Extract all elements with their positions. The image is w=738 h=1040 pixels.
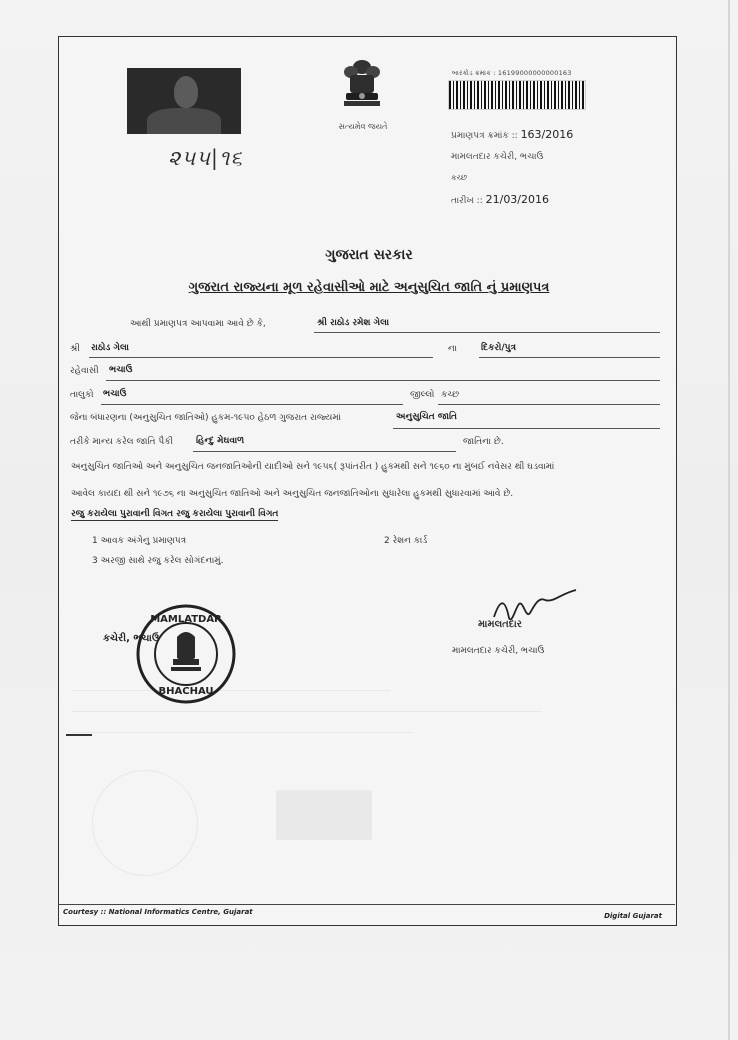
residence-label: રહેવાસી	[70, 366, 99, 376]
district-value: કચ્છ	[441, 390, 460, 400]
certificate-title: ગુજરાત રાજ્યના મૂળ રહેવાસીઓ માટે અનુસુચિત જાતિ નું પ્રમાણપત્ર	[188, 280, 550, 295]
barcode-label: બારકોડ ક્રમાંક : 16199000000000163	[452, 69, 572, 77]
certificate-number: 163/2016	[520, 128, 574, 141]
applicant-photo	[127, 68, 241, 134]
national-emblem-icon	[334, 55, 390, 119]
district-rule	[438, 404, 660, 405]
footer-brand: Digital Gujarat	[604, 912, 662, 920]
evidence-item-1: 1 આવક અંગેનુ પ્રમાણપત્ર	[92, 536, 187, 546]
intro-label: આથી પ્રમાણપત્ર આપવામા આવે છે કે,	[130, 319, 266, 329]
residence-rule	[106, 380, 660, 381]
recognized-suffix: જાતિના છે.	[463, 437, 504, 447]
certificate-number-label: પ્રમાણપત્ર ક્રમાંક ::	[451, 131, 518, 141]
relation-rule	[479, 357, 660, 358]
caste-line-value: અનુસુચિત જાતિ	[396, 412, 457, 422]
footer-courtesy: Courtesy :: National Informatics Centre, Gujarat	[63, 908, 253, 916]
faded-back-emblem	[276, 790, 372, 840]
photo-face	[174, 76, 198, 108]
evidence-item-3: 3 અરજી સાથે રજુ કરેલ સોગંદનામું.	[92, 556, 224, 566]
faded-back-text-line	[72, 732, 412, 733]
scan-edge	[728, 0, 730, 1040]
office-line: મામલતદાર કચેરી, ભચાઉ	[451, 152, 544, 162]
taluka-value: ભચાઉ	[103, 389, 127, 399]
recognized-rule	[193, 451, 456, 452]
date-line	[451, 193, 549, 206]
district-line: કચ્છ	[451, 173, 468, 182]
legal-paragraph	[71, 454, 656, 508]
district-label: જીલ્લો	[410, 390, 435, 400]
name-rule	[89, 357, 433, 358]
handwritten-number: ૨૫૫|૧૬	[168, 146, 244, 170]
caste-line-rule	[393, 428, 660, 429]
residence-value: ભચાઉ	[109, 365, 133, 375]
certificate-date: 21/03/2016	[485, 193, 550, 206]
dash-mark	[66, 734, 92, 736]
legal-paragraph-line-1: અનુસુચિત જાતિઓ અને અનુસુચિત જનજાતિઓની યાદીઓ સને ૧૯૫૬( રૂપાંતરીત ) હુકમથી સને ૧૯૬૦ ના મુંબઈ નવેસર થી ઘડવામાં	[71, 462, 555, 472]
recognized-value: હિન્દુ મેઘવાળ	[196, 436, 245, 446]
caste-line-label: જેના બંધારણના (અનુસુચિત જાતિઓ) હુકમ-૧૯૫૦ હેઠળ ગુજરાત રાજ્યમાં	[70, 413, 341, 423]
evidence-item-2: 2 રેશન કાર્ડ	[384, 536, 428, 546]
seal-office-label: કચેરી, ભચાઉ	[103, 633, 160, 644]
certificate-number-line	[451, 128, 573, 141]
evidence-title: રજુ કરાયેલા પુરાવાની વિગત રજુ કરાયેલા પુરાવાની વિગત	[71, 509, 279, 519]
legal-paragraph-line-2: આવેલ કાયદા થી સને ૧૯૭૬ ના અનુસુચિત જાતિઓ અને અનુસુચિત જનજાતિઓના સુધારેલા હુકમથી સુધારવામાં આવે છે.	[71, 489, 514, 499]
name-prefix: શ્રી	[70, 344, 80, 354]
government-title: ગુજરાત સરકાર	[325, 247, 413, 263]
mamlatdar-seal-icon	[135, 603, 237, 705]
faded-back-text-line	[72, 711, 542, 712]
relation-label: ના	[448, 344, 457, 354]
signatory-office: મામલતદાર કચેરી, ભચાઉ	[452, 646, 545, 656]
barcode	[448, 80, 586, 110]
name-value: રાઠોડ ગેલા	[91, 343, 129, 353]
faded-back-seal	[92, 770, 198, 876]
seal-bottom-text: BHACHAU	[158, 686, 214, 697]
signatory-title: મામલતદાર	[478, 619, 522, 630]
photo-shoulders	[147, 108, 221, 134]
footer-rule	[58, 904, 675, 905]
taluka-rule	[101, 404, 403, 405]
emblem-motto: સત્યમેવ જયતે	[338, 122, 388, 131]
relation-value: દિકરો/પુત્ર	[481, 343, 516, 353]
date-label: તારીખ ::	[451, 196, 483, 206]
taluka-label: તાલુકો	[70, 390, 94, 400]
recognized-label: તરીકે માન્ય કરેલ જાતિ પૈકી	[70, 437, 174, 447]
seal-top-text: MAMLATDAR	[150, 614, 222, 625]
intro-rule	[314, 332, 660, 333]
intro-value: શ્રી રાઠોડ રમેશ ગેલા	[317, 318, 390, 328]
